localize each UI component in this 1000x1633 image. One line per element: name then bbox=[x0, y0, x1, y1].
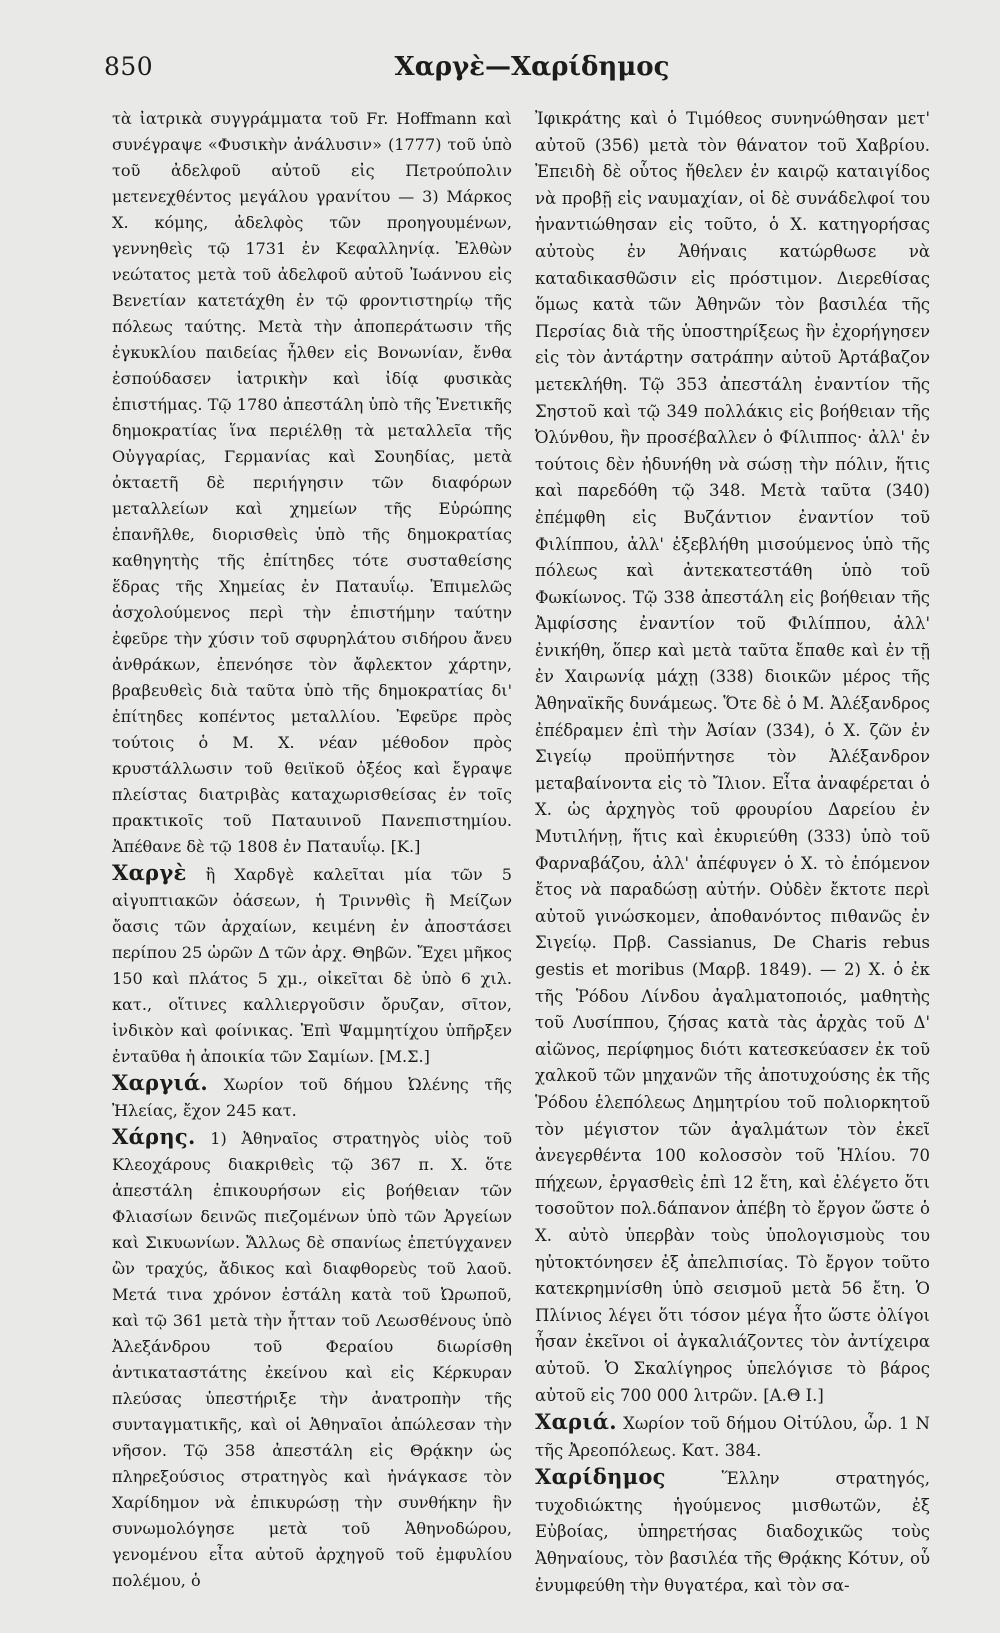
entry-text: Ἰφικράτης καὶ ὁ Τιμόθεος συνηνώθησαν μετ' αὐτοῦ (356) μετὰ τὸν θάνατον τοῦ Χαβρίου. Ἐπειδὴ δὲ οὗτος ἤθελεν ἐν καιρῷ καταιγίδος νὰ προβῇ εἰς ναυμαχίαν, οἱ δὲ συνάδελφοί του ἠναντιώθησαν εἰς τοῦτο, ὁ Χ. κατηγορήσας αὐτοὺς ἐν Ἀθήναις κατώρθωσε νὰ καταδικασθῶσιν εἰς πρόστιμον. Διερεθίσας ὅμως κατὰ τῶν Ἀθηνῶν τὸν βασιλέα τῆς Περσίας διὰ τῆς ὑποστηρίξεως ἣν ἐχορήγησεν εἰς τὸν ἀντάρτην σατράπην αὐτοῦ Ἀρτάβαζον μετεκλήθη. Τῷ 353 ἀπεστάλη ἐναντίον τῆς Σηστοῦ καὶ τῷ 349 πολλάκις εἰς βοήθειαν τῆς Ὀλύνθου, ἣν προσέβαλλεν ὁ Φίλιππος· ἀλλ' ἐν τούτοις δὲν ἠδυνήθη νὰ σώσῃ τὴν πόλιν, ἥτις καὶ παρεδόθη τῷ 348. Μετὰ ταῦτα (340) ἐπέμφθη εἰς Βυζάντιον ἐναντίον τοῦ Φιλίππου, ἀλλ' ἐξεβλήθη μισούμενος ὑπὸ τῆς πόλεως καὶ ἀντεκατεστάθη ὑπὸ τοῦ Φωκίωνος. Τῷ 338 ἀπεστάλη εἰς βοήθειαν τῆς Ἀμφίσσης ἐναντίον τοῦ Φιλίππου, ἀλλ' ἐνικήθη, ὅπερ καὶ μετὰ ταῦτα ἔπαθε καὶ ἐν τῇ ἐν Χαιρωνίᾳ μάχῃ (338) διοικῶν μέρος τῆς Ἀθηναϊκῆς δυνάμεως. Ὅτε δὲ ὁ Μ. Ἀλέξανδρος ἐπέδραμεν ἐπὶ τὴν Ἀσίαν (334), ὁ Χ. ζῶν ἐν Σιγείῳ προϋπήντησε τὸν Ἀλέξανδρον μεταβαίνοντα εἰς τὸ Ἴλιον. Εἶτα ἀναφέρεται ὁ Χ. ὡς ἀρχηγὸς τοῦ φρουρίου Δαρείου ἐν Μυτιλήνῃ, ἥτις καὶ ἐκυριεύθη (333) ὑπὸ τοῦ Φαρναβάζου, ἀλλ' ἀπέφυγεν ὁ Χ. τὸ ἐπόμενον ἔτος νὰ παραδώσῃ αὐτήν. Οὐδὲν ἔκτοτε περὶ αὐτοῦ γινώσκομεν, ἀποθανόντος πιθανῶς ἐν Σιγείῳ. Πρβ. Cassianus, De Charis rebus gestis et moribus (Μαρβ. 1849). — 2) Χ. ὁ ἐκ τῆς Ῥόδου Λίνδου ἀγαλματοποιός, μαθητὴς τοῦ Λυσίππου, ζήσας κατὰ τὰς ἀρχὰς τοῦ Δ' αἰῶνος, περίφημος διότι κατεσκεύασεν ἐκ τοῦ χαλκοῦ τῶν μηχανῶν τῆς ἀποτυχούσης ἐκ τῆς Ῥόδου ἑλεπόλεως Δημητρίου τοῦ πολιορκητοῦ τὸν μέγιστον τῶν ἀγαλμάτων τὸν ἐκεῖ ἀνεγερθέντα 100 κολοσσὸν τοῦ Ἡλίου. 70 πήχεων, ἐργασθεὶς ἐπὶ 12 ἔτη, καὶ ἐλέγετο ὅτι τοσοῦτον πολ.δάπανον ἀπέβη τὸ ἔργον ὥστε ὁ Χ. αὐτὸ ὑπερβὰν τοὺς ὑπολογισμοὺς του ηὐτοκτόνησεν ἐξ ἀπελπισίας. Τὸ ἔργον τοῦτο κατεκρημνίσθη ὑπὸ σεισμοῦ μετὰ 56 ἔτη. Ὁ Πλίνιος λέγει ὅτι τόσον μέγα ἦτο ὥστε ὀλίγοι ἦσαν ἐκεῖνοι οἱ ἀγκαλιάζοντες τὸν ἀντίχειρα αὐτοῦ. Ὁ Σκαλίγηρος ὑπελόγισε τὸ βάρος αὐτοῦ εἰς 700 000 λιτρῶν. [Α.Θ Ι.] bbox=[535, 109, 930, 1405]
entry-headword: Χαριά. bbox=[535, 1409, 617, 1435]
entry-paragraph bbox=[112, 104, 512, 860]
entry-text: Ἕλλην στρατηγός, τυχοδιώκτης ἡγούμενος μισθωτῶν, ἐξ Εὐβοίας, ὑπηρετήσας διαδοχικῶς τοὺς Ἀθηναίους, τὸν βασιλέα τῆς Θρᾴκης Κότυν, οὗ ἐνυμφεύθη τὴν θυγατέρα, καὶ τὸν σα- bbox=[535, 1469, 930, 1595]
entry-paragraph bbox=[535, 1409, 930, 1464]
entry-text: ἢ Χαρδγὲ καλεῖται μία τῶν 5 αἰγυπτιακῶν ὀάσεων, ἡ Τριννθὶς ἢ Μείζων ὄασις τῶν ἀρχαίων, κειμένη ἐν ἀποστάσει περίπου 25 ὡρῶν Δ τῶν ἀρχ. Θηβῶν. Ἔχει μῆκος 150 καὶ πλάτος 5 χμ., οἰκεῖται δὲ ὑπὸ 6 χιλ. κατ., οἵτινες καλλιεργοῦσιν ὄρυζαν, σῖτον, ἰνδικὸν καὶ φοίνικας. Ἐπὶ Ψαμμητίχου ὑπῆρξεν ἐνταῦθα ἡ ἀποικία τῶν Σαμίων. [Μ.Σ.] bbox=[112, 865, 512, 1066]
right-column bbox=[535, 104, 930, 1599]
entry-paragraph bbox=[535, 1464, 930, 1599]
entry-text: Χωρίον τοῦ δήμου Οἰτύλου, ὦρ. 1 Ν τῆς Ἀρεοπόλεως. Κατ. 384. bbox=[535, 1414, 930, 1460]
entry-text: 1) Ἀθηναῖος στρατηγὸς υἱὸς τοῦ Κλεοχάρους διακριθεὶς τῷ 367 π. Χ. ὅτε ἀπεστάλη ἐπικουρήσων εἰς βοήθειαν τῶν Φλιασίων δεινῶς πιεζομένων ὑπὸ τῶν Ἀργείων καὶ Σικυωνίων. Ἄλλως δὲ σπανίως ἐπετύγχανεν ὢν τραχύς, ἄδικος καὶ διαφθορεὺς τοῦ λαοῦ. Μετά τινα χρόνον ἐστάλη κατὰ τοῦ Ὠρωποῦ, καὶ τῷ 361 μετὰ τὴν ἧτταν τοῦ Λεωσθένους ὑπὸ Ἀλεξάνδρου τοῦ Φεραίου διωρίσθη ἀντικαταστάτης ἐκείνου καὶ εἰς Κέρκυραν πλεύσας ὑπεστήριξε τὴν ἀνατροπὴν τῆς συνταγματικῆς, καὶ οἱ Ἀθηναῖοι ἀπώλεσαν τὴν νῆσον. Τῷ 358 ἀπεστάλη εἰς Θρᾴκην ὡς πληρεξούσιος στρατηγὸς καὶ ἠνάγκασε τὸν Χαρίδημον νὰ ἐπικυρώσῃ τὴν συνθήκην ἣν συνωμολόγησε μετὰ τοῦ Ἀθηνοδώρου, γενομένου εἶτα αὐτοῦ ἀρχηγοῦ τοῦ ἐμφυλίου πολέμου, ὁ bbox=[112, 1129, 512, 1590]
entry-paragraph bbox=[112, 1124, 512, 1594]
entry-paragraph bbox=[535, 104, 930, 1409]
entry-paragraph bbox=[112, 1070, 512, 1124]
entry-headword: Χαρίδημος bbox=[535, 1464, 666, 1490]
entry-text: τὰ ἰατρικὰ συγγράμματα τοῦ Fr. Hoffmann καὶ συνέγραψε «Φυσικὴν ἀνάλυσιν» (1777) τοῦ ὑπὸ τοῦ ἀδελφοῦ αὐτοῦ εἰς Πετρούπολιν μετενεχθέντος μεγάλου γρανίτου — 3) Μάρκος Χ. κόμης, ἀδελφὸς τῶν προηγουμένων, γεννηθεὶς τῷ 1731 ἐν Κεφαλληνίᾳ. Ἐλθὼν νεώτατος μετὰ τοῦ ἀδελφοῦ αὐτοῦ Ἰωάννου εἰς Βενετίαν κατετάχθη ἐν τῷ φροντιστηρίῳ τῆς πόλεως ταύτης. Μετὰ τὴν ἀποπεράτωσιν τῆς ἐγκυκλίου παιδείας ἦλθεν εἰς Βονωνίαν, ἔνθα ἐσπούδασεν ἰατρικὴν καὶ ἰδίᾳ φυσικὰς ἐπιστήμας. Τῷ 1780 ἀπεστάλη ὑπὸ τῆς Ἑνετικῆς δημοκρατίας ἵνα περιέλθῃ τὰ μεταλλεῖα τῆς Οὐγγαρίας, Γερμανίας καὶ Σουηδίας, μετὰ ὀκταετῆ δὲ περιήγησιν τῶν διαφόρων μεταλλείων καὶ χημείων τῆς Εὐρώπης ἐπανῆλθε, διορισθεὶς ὑπὸ τῆς δημοκρατίας καθηγητὴς τῆς ἐπίτηδες τότε συσταθείσης ἕδρας τῆς Χημείας ἐν Παταυΐῳ. Ἐπιμελῶς ἀσχολούμενος περὶ τὴν ἐπιστήμην ταύτην ἐφεῦρε τὴν χύσιν τοῦ σφυρηλάτου σιδήρου ἄνευ ἀνθράκων, ἐπενόησε τὸν ἄφλεκτον χάρτην, βραβευθεὶς διὰ ταῦτα ὑπὸ τῆς δημοκρατίας δι' ἐπίτηδες κοπέντος μεταλλίου. Ἐφεῦρε πρὸς τούτοις ὁ Μ. Χ. νέαν μέθοδον πρὸς κρυστάλλωσιν τοῦ θειϊκοῦ ὀξέος καὶ ἔγραψε πλείστας διατριβὰς καταχωρισθείσας ἐν τοῖς πρακτικοῖς τοῦ Παταυινοῦ Πανεπιστημίου. Ἀπέθανε δὲ τῷ 1808 ἐν Παταυΐῳ. [Κ.] bbox=[112, 109, 512, 856]
page-number: 850 bbox=[104, 52, 154, 81]
entry-text: Χωρίον τοῦ δήμου Ὠλένης τῆς Ἠλείας, ἔχον 245 κατ. bbox=[112, 1075, 512, 1120]
entry-headword: Χαργὲ bbox=[112, 860, 187, 885]
entry-headword: Χαργιά. bbox=[112, 1070, 209, 1095]
entry-paragraph bbox=[112, 860, 512, 1070]
entry-headword: Χάρης. bbox=[112, 1124, 196, 1149]
running-title: Χαργὲ—Χαρίδημος bbox=[394, 52, 670, 82]
page-header bbox=[104, 46, 900, 86]
left-column bbox=[112, 104, 512, 1594]
